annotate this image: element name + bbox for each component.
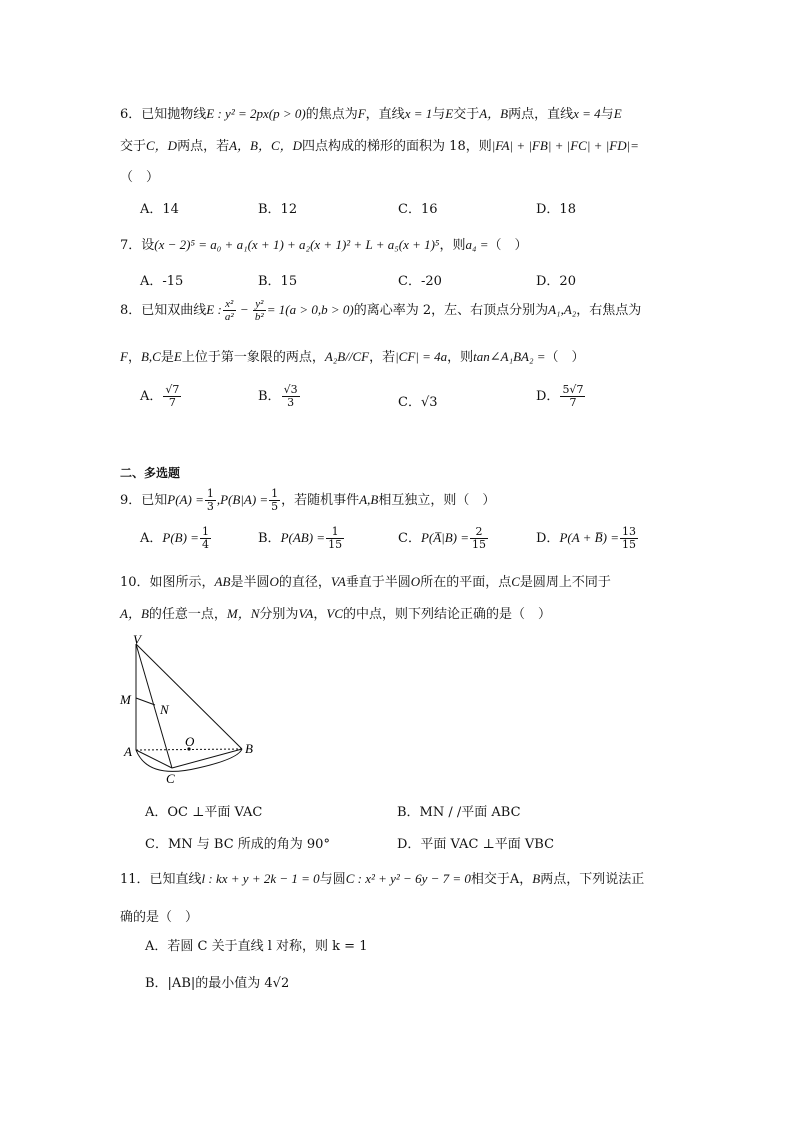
- q8-text: 是: [160, 350, 174, 365]
- frac-den: 3: [287, 396, 295, 409]
- q11-text: 11．已知直线: [120, 872, 202, 887]
- q10-option-c: C．MN 与 BC 所成的角为 90°: [145, 837, 330, 852]
- q10-option-b: B．MN / /平面 ABC: [397, 805, 521, 820]
- q9-option-c: [398, 526, 489, 551]
- frac-num: 2: [470, 526, 488, 539]
- q10-var: VC: [326, 606, 343, 621]
- frac: [163, 384, 181, 409]
- q6-text: 交于: [453, 107, 480, 122]
- q11-option-b: B．|AB|的最小值为 4√2: [145, 976, 290, 991]
- q11-text: 相交于A，: [470, 872, 533, 887]
- q6-text: 交于: [120, 139, 147, 154]
- option-expr: P(A + B̅) =: [559, 530, 619, 545]
- label-b: B: [245, 741, 253, 756]
- q6-answer-paren: （ ）: [120, 170, 160, 185]
- q10-text: 的任意一点，: [148, 607, 227, 622]
- q11-text: 两点，下列说法正: [540, 872, 645, 887]
- frac-den: 5: [271, 500, 279, 513]
- frac-den: 3: [206, 500, 214, 513]
- frac-den: 15: [621, 538, 636, 551]
- q11-circle-eq: C : x² + y² − 6y − 7 = 0: [345, 871, 471, 886]
- q8-text: 的离心率为 2，左、右顶点分别为: [353, 303, 549, 318]
- q10-text: 的直径，: [278, 575, 331, 590]
- q8-option-d: [536, 384, 586, 409]
- q7-text: （ ）: [488, 238, 528, 253]
- q10-text: ，: [313, 607, 327, 622]
- q6-option-c: C．16: [398, 202, 438, 217]
- q8-frac-y: [253, 298, 266, 323]
- q6-sum-expr: |FA| + |FB| + |FC| + |FD|=: [491, 138, 639, 153]
- q8-cond: = 1(a > 0,b > 0): [266, 302, 354, 317]
- q8-text: ，若: [369, 350, 396, 365]
- frac-num: 5√7: [562, 383, 584, 396]
- frac: [560, 384, 585, 409]
- q8-var: F: [120, 349, 128, 364]
- q10-geometry-figure: [118, 632, 278, 792]
- q9-expr: P(A) =: [167, 492, 204, 507]
- q11-line2: 确的是（ ）: [120, 910, 199, 925]
- q8-option-a: [140, 384, 182, 409]
- option-label: A．: [140, 389, 163, 404]
- q6-line-eq: x = 1: [404, 106, 433, 121]
- q8-text: 8．已知双曲线: [120, 303, 207, 318]
- q8-var: B,C: [140, 349, 161, 364]
- q6-text: 6．已知抛物线: [120, 107, 207, 122]
- q10-text: 的中点，则下列结论正确的是（ ）: [343, 607, 552, 622]
- q10-var: VA: [330, 574, 346, 589]
- frac: [620, 526, 638, 551]
- option-expr: P(AB) =: [280, 530, 326, 545]
- q8-var: E :: [206, 302, 222, 317]
- q8-var: E: [173, 349, 182, 364]
- q10-text: 是半圆: [230, 575, 270, 590]
- q6-var: A，B: [479, 106, 509, 121]
- q10-text: 所在的平面，点: [420, 575, 512, 590]
- frac-den: b²: [254, 311, 264, 323]
- q8-target: tan∠A₁BA₂ =: [473, 349, 546, 364]
- q7-expansion-eq: (x − 2)⁵ = a₀ + a₁(x + 1) + a₂(x + 1)² + L + a₅(x + 1)⁵: [154, 237, 440, 252]
- q8-option-c: C．√3: [398, 395, 438, 410]
- q11-line1: [120, 868, 644, 887]
- q8-frac-x: [223, 298, 236, 323]
- label-a: A: [124, 744, 132, 759]
- frac-den: 7: [569, 396, 577, 409]
- q6-option-d: D．18: [536, 202, 576, 217]
- q6-line1: [120, 103, 622, 122]
- q10-var: O: [269, 574, 279, 589]
- q10-option-d: D．平面 VAC ⊥平面 VBC: [397, 837, 555, 852]
- q7-stem: [120, 234, 528, 253]
- q6-line2: [120, 135, 639, 154]
- label-v: V: [133, 632, 141, 647]
- q8-text: ，则: [447, 350, 474, 365]
- q9-option-a: [140, 526, 212, 551]
- q8-line1: 8．已知双曲线E : $\frac{\text{x²}}{\text{a²}}$ − $\frac{\text{y²}}{\text{b²}}$ = 1(a > 0,b > 0)的离心率为 2，左、右顶点分别为A₁,A₂，右焦点为: [120, 298, 642, 323]
- q7-option-a: A．-15: [140, 274, 184, 289]
- q6-text: ，直线: [365, 107, 405, 122]
- semicircle-arc: [136, 749, 242, 771]
- q6-line-eq: x = 4: [573, 106, 601, 121]
- label-n: N: [160, 702, 169, 717]
- q10-text: 是圆周上不同于: [519, 575, 611, 590]
- option-label: D．: [536, 389, 560, 404]
- frac-num: 1: [326, 526, 344, 539]
- frac: [470, 526, 488, 551]
- q11-text: 与圆: [319, 872, 346, 887]
- option-label: B．: [258, 531, 281, 546]
- q7-option-c: C．-20: [398, 274, 442, 289]
- frac-num: x²: [223, 298, 236, 311]
- q10-var: VA: [298, 606, 314, 621]
- frac: [282, 384, 300, 409]
- option-expr: P(A̅|B) =: [420, 530, 470, 545]
- q11-line-eq: l : kx + y + 2k − 1 = 0: [201, 871, 320, 886]
- q10-var: AB: [214, 574, 231, 589]
- q6-var: F: [357, 106, 366, 121]
- q8-text: ，右焦点为: [576, 303, 642, 318]
- frac: [269, 488, 280, 513]
- option-expr: P(B) =: [162, 530, 199, 545]
- q6-text: 与: [432, 107, 446, 122]
- q6-text: 两点，直线: [508, 107, 574, 122]
- q8-vertices: A₁,A₂: [548, 302, 577, 317]
- frac-den: 7: [168, 396, 176, 409]
- frac-num: 1: [206, 487, 214, 500]
- q6-parabola-eq: E : y² = 2px(p > 0): [206, 106, 306, 121]
- frac-num: 13: [621, 525, 636, 538]
- q9-var: A,B: [359, 492, 379, 507]
- q7-target: a₄ =: [465, 237, 489, 252]
- q6-var: E: [613, 106, 622, 121]
- option-label: A．: [140, 531, 163, 546]
- frac-den: 15: [328, 538, 343, 551]
- q11-var: B: [532, 871, 541, 886]
- edge-cb: [172, 749, 242, 768]
- q8-text: 上位于第一象限的两点，: [181, 350, 325, 365]
- option-label: C．: [398, 531, 421, 546]
- q9-stem: [120, 488, 495, 513]
- label-m: M: [120, 692, 131, 707]
- q8-text: （ ）: [545, 350, 585, 365]
- q10-var: O: [410, 574, 421, 589]
- frac-den: a²: [224, 311, 234, 323]
- q9-text: ，若随机事件: [281, 493, 360, 508]
- frac-num: √3: [283, 383, 298, 396]
- frac: [200, 526, 211, 551]
- q9-text: 9．已知: [120, 493, 168, 508]
- q6-option-b: B．12: [258, 202, 298, 217]
- q10-text: 分别为: [259, 607, 299, 622]
- frac-num: √7: [165, 383, 180, 396]
- q6-text: 与: [600, 107, 614, 122]
- q6-var: E: [445, 106, 454, 121]
- option-label: D．: [536, 531, 560, 546]
- q8-parallel: A₂B//CF: [324, 349, 370, 364]
- q8-text: ，: [127, 350, 141, 365]
- q7-option-b: B．15: [258, 274, 298, 289]
- frac-num: 1: [201, 525, 209, 538]
- q8-cond: |CF| = 4a: [395, 349, 448, 364]
- frac: [326, 526, 344, 551]
- q7-text: 7．设: [120, 238, 155, 253]
- label-o: O: [185, 734, 195, 749]
- q6-text: 两点，若: [177, 139, 230, 154]
- frac-den: 4: [201, 538, 209, 551]
- q7-option-d: D．20: [536, 274, 576, 289]
- q10-var: C: [511, 574, 520, 589]
- frac-num: 1: [271, 487, 279, 500]
- frac-den: 15: [472, 538, 487, 551]
- label-c: C: [166, 771, 175, 786]
- q10-var: M，N: [226, 606, 260, 621]
- q10-text: 垂直于半圆: [345, 575, 411, 590]
- option-label: B．: [258, 389, 281, 404]
- q6-option-a: A．14: [140, 202, 179, 217]
- q10-text: 10．如图所示，: [120, 575, 215, 590]
- q9-option-d: [536, 526, 639, 551]
- q10-option-a: A．OC ⊥平面 VAC: [145, 805, 263, 820]
- q9-text: 相互独立，则（ ）: [378, 493, 496, 508]
- q6-text: 的焦点为: [305, 107, 358, 122]
- q10-line2: [120, 603, 551, 622]
- q8-option-b: [258, 384, 301, 409]
- q11-option-a: A．若圆 C 关于直线 l 对称，则 k = 1: [145, 939, 368, 954]
- q6-text: 四点构成的梯形的面积为 18，则: [302, 139, 492, 154]
- frac-num: y²: [253, 298, 266, 311]
- q10-line1: [120, 571, 611, 590]
- frac: [205, 488, 216, 513]
- q9-expr: ,P(B|A) =: [216, 492, 269, 507]
- section-heading-multiple-choice: 二、多选题: [120, 466, 181, 480]
- q6-var: C，D: [146, 138, 178, 153]
- q8-line2: [120, 346, 585, 365]
- q6-var: A，B，C，D: [229, 138, 303, 153]
- q9-option-b: [258, 526, 345, 551]
- q10-var: A，B: [120, 606, 149, 621]
- q7-text: ，则: [439, 238, 466, 253]
